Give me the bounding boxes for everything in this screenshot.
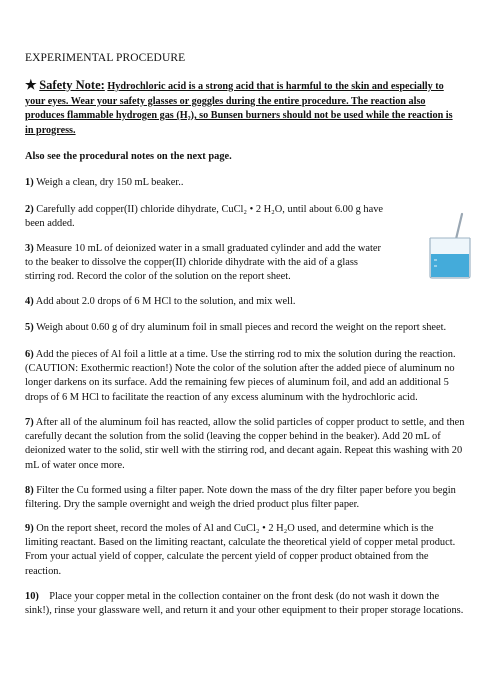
procedure-step-5 [25, 321, 446, 335]
step-number: 7) [25, 417, 34, 428]
step-text: carefully decant the solution from the solid (leaving the copper behind in the beaker). Add 20 mL of [25, 431, 441, 443]
step-text: Weigh a clean, dry 150 mL beaker.. [36, 177, 184, 188]
step-text: longer darkens on its surface. Add the remaining few pieces of aluminum foil, and add an additional 5 [25, 377, 449, 389]
step-text: reaction. [25, 565, 62, 577]
safety-note-line: your eyes. Wear your safety glasses or goggles during the entire procedure. The reaction also [25, 95, 426, 107]
step-text: Carefully add copper(II) chloride dihydrate, CuCl₂ • 2 H₂O, until about 6.00 g have [36, 204, 384, 215]
step-text: On the report sheet, record the moles of Al and CuCl₂ • 2 H₂O used, and determine which is the [36, 523, 434, 534]
procedure-step-2 [25, 203, 383, 231]
safety-note-line: in progress. [25, 124, 76, 136]
procedure-step-9 [25, 522, 455, 579]
step-text: Add the pieces of Al foil a little at a time. Use the stirring rod to mix the solution during the reaction. [35, 349, 456, 360]
procedure-step-10 [25, 590, 463, 618]
step-text: Filter the Cu formed using a filter paper. Note down the mass of the dry filter paper before you begin [36, 485, 456, 496]
step-text: Place your copper metal in the collection container on the front desk (do not wash it down the [41, 591, 440, 602]
procedure-step-6 [25, 348, 456, 405]
step-number: 8) [25, 485, 34, 496]
step-number: 3) [25, 243, 34, 254]
step-text: After all of the aluminum foil has reacted, allow the solid particles of copper product to settle, and then [35, 417, 465, 428]
step-text: limiting reactant. Based on the limiting reactant, calculate the theoretical yield of copper metal product. [25, 537, 456, 549]
step-number: 5) [25, 322, 34, 333]
step-number: 4) [25, 296, 34, 307]
procedure-step-8 [25, 484, 456, 512]
step-text: mL of water once more. [25, 459, 125, 471]
step-text: filtering. Dry the sample overnight and weigh the dried product plus filter paper. [25, 499, 360, 511]
procedure-step-1 [25, 176, 183, 190]
step-number: 2) [25, 204, 34, 215]
step-text: deionized water to the solid, stir well with the stirring rod, and decant again. Repeat this washing with 20 [25, 445, 463, 457]
step-text: sink!), rinse your glassware well, and return it and your other equipment to their proper storage locations. [25, 605, 464, 617]
star-icon: ★ [25, 77, 37, 92]
step-text: Measure 10 mL of deionized water in a small graduated cylinder and add the water [36, 243, 381, 254]
safety-note-line: Hydrochloric acid is a strong acid that is harmful to the skin and especially to [107, 81, 444, 92]
beaker-icon [424, 210, 482, 280]
procedure-step-4 [25, 295, 295, 309]
safety-note [25, 78, 502, 138]
step-text: Weigh about 0.60 g of dry aluminum foil in small pieces and record the weight on the report sheet. [36, 322, 447, 333]
step-number: 1) [25, 177, 34, 188]
step-text: (CAUTION: Exothermic reaction!) Note the color of the solution after the added piece of aluminum no [25, 363, 455, 375]
step-text: drops of 6 M HCl to facilitate the reaction of any excess aluminum with the hydrochloric acid. [25, 391, 418, 403]
procedure-step-7 [25, 416, 464, 473]
procedural-notes-reference: Also see the procedural notes on the next page. [25, 151, 232, 162]
step-text: From your actual yield of copper, calculate the percent yield of copper product obtained from the [25, 551, 429, 563]
step-text: to the beaker to dissolve the copper(II) chloride dihydrate with the aid of a glass [25, 257, 358, 269]
step-number: 10) [25, 591, 39, 602]
step-text: been added. [25, 218, 75, 230]
step-text: stirring rod. Record the color of the solution on the report sheet. [25, 271, 291, 283]
step-number: 6) [25, 349, 34, 360]
safety-note-label: Safety Note: [39, 78, 105, 92]
step-number: 9) [25, 523, 34, 534]
safety-note-line: produces flammable hydrogen gas (H₂), so Bunsen burners should not be used while the reaction is [25, 110, 453, 121]
step-text: Add about 2.0 drops of 6 M HCl to the solution, and mix well. [35, 296, 296, 307]
section-heading: EXPERIMENTAL PROCEDURE [25, 52, 186, 64]
procedure-step-3 [25, 242, 381, 285]
